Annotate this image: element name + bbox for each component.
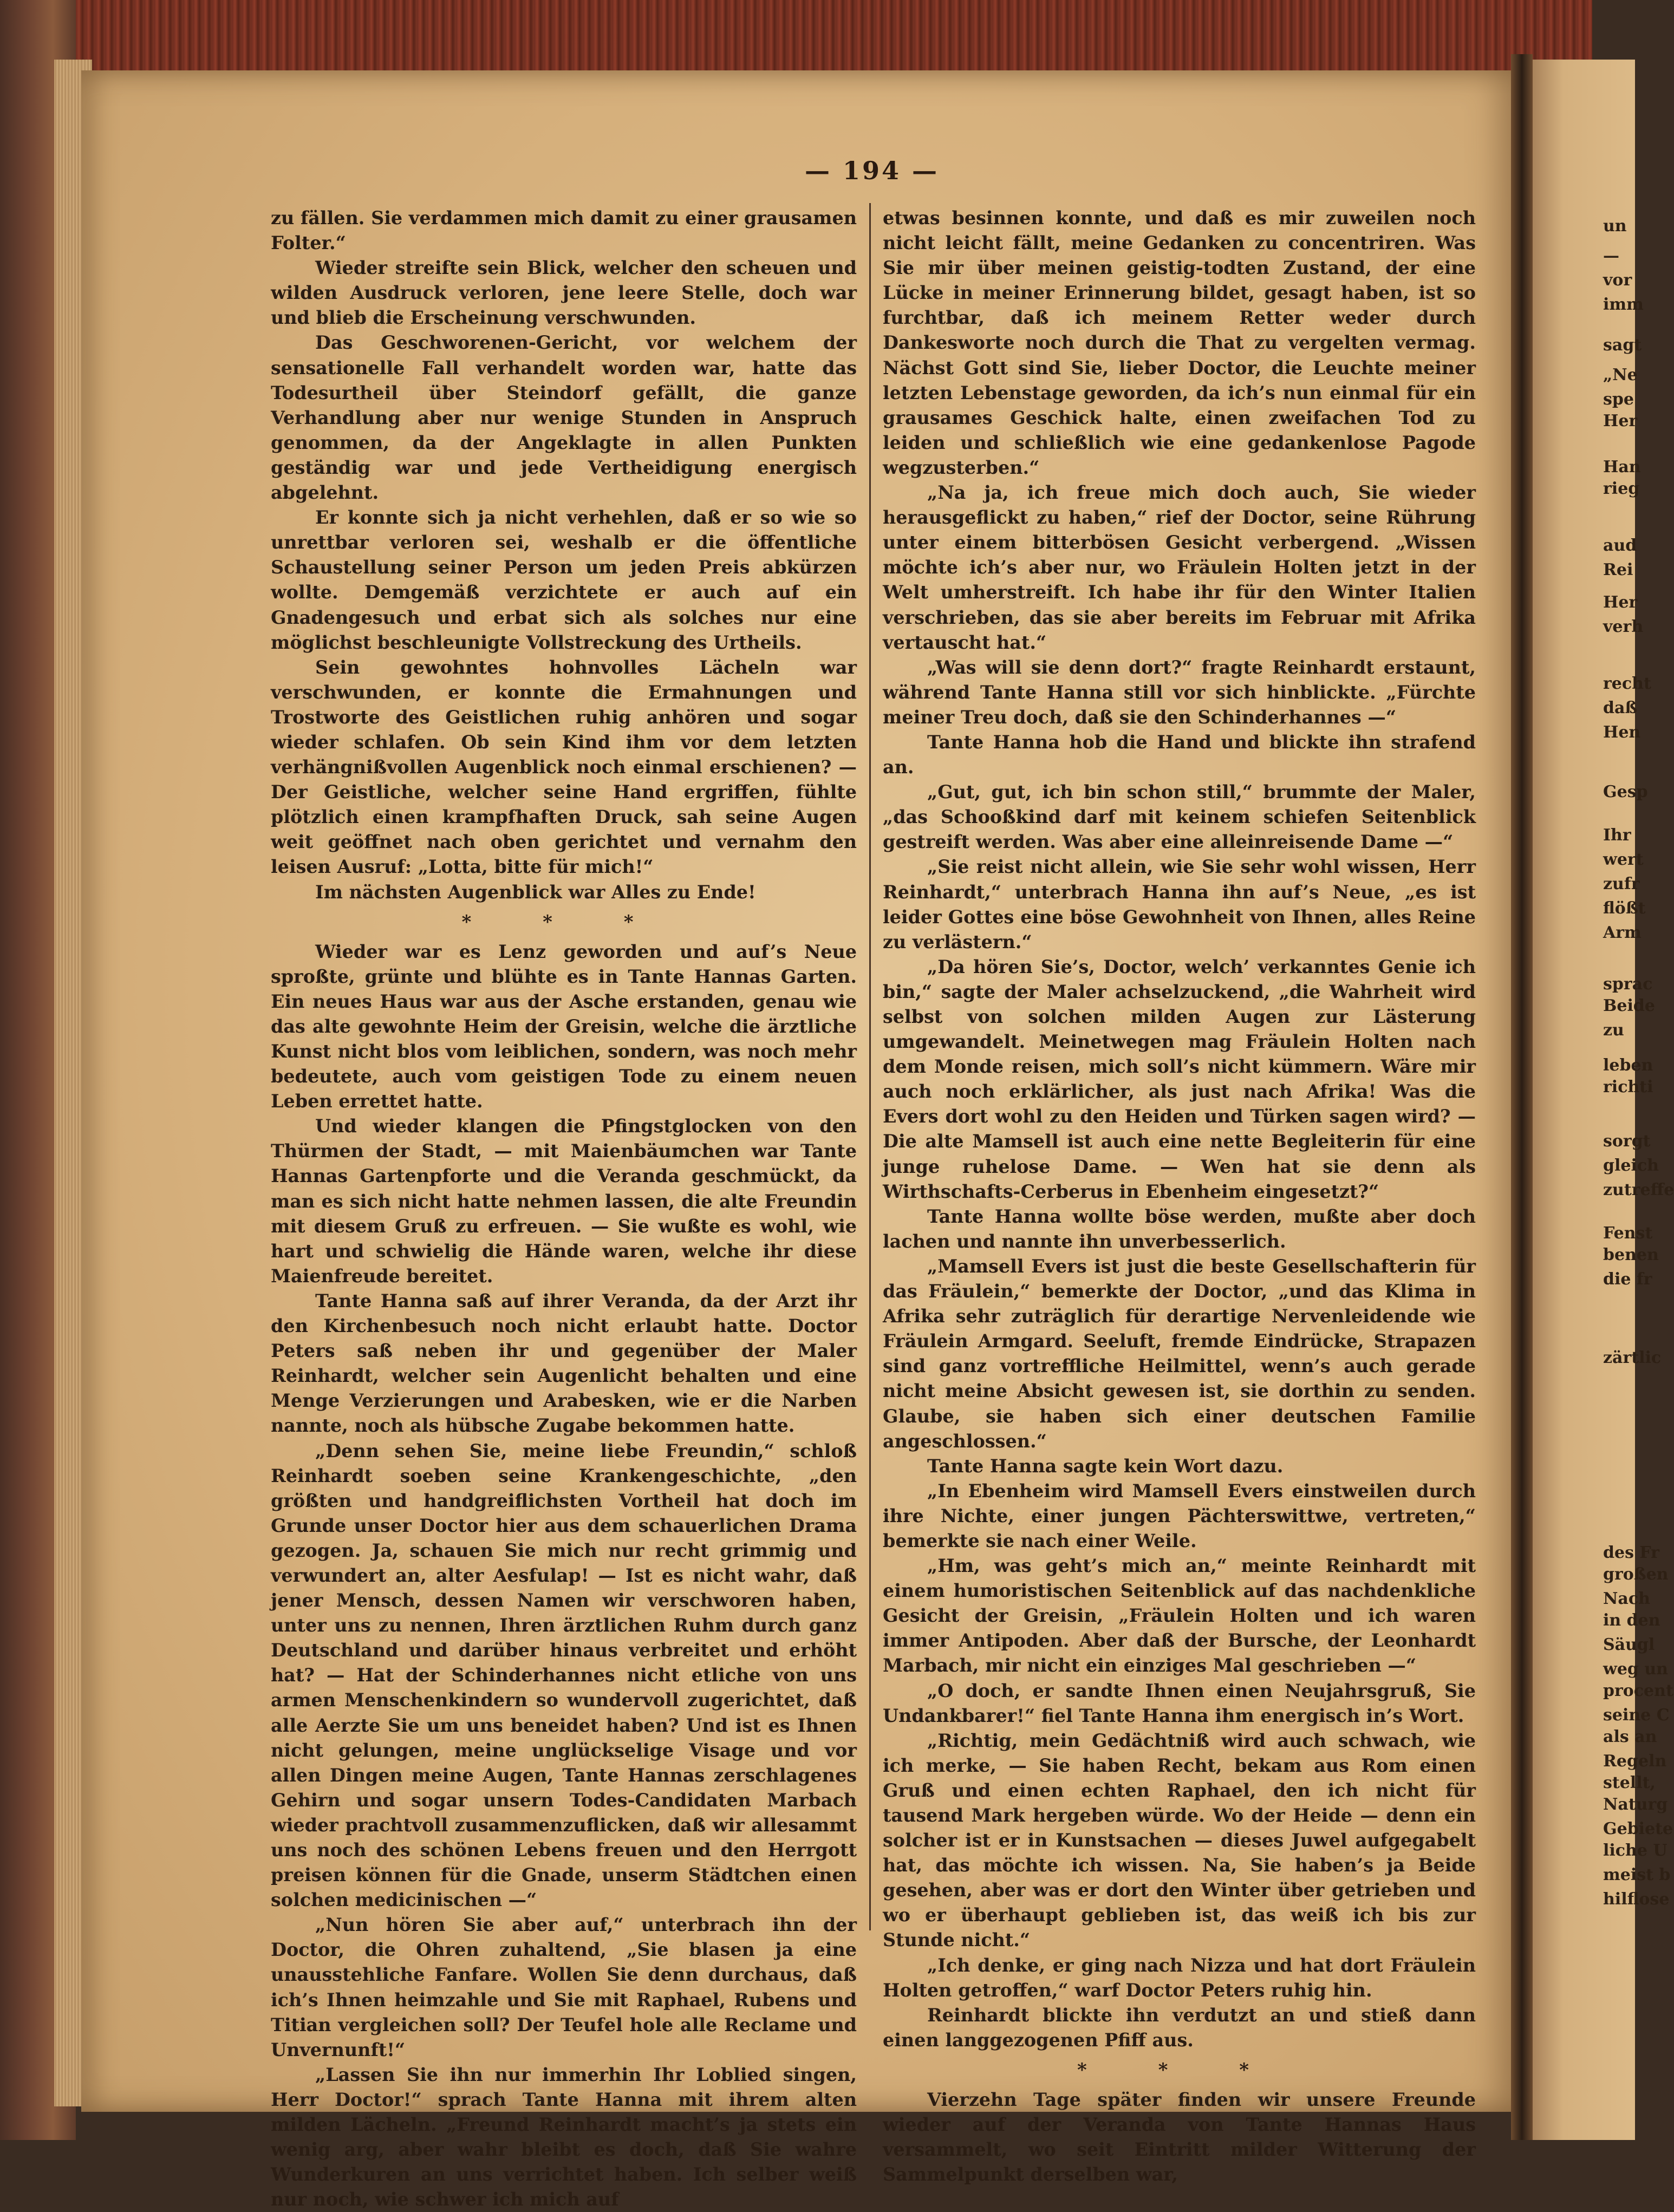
paragraph: Tante Hanna hob die Hand und blickte ihn strafend an. — [883, 731, 1476, 778]
book-cover-edge — [76, 0, 1592, 76]
facing-page-fragment: Rei — [1603, 560, 1633, 579]
facing-page-fragment: zutreffe — [1603, 1180, 1674, 1199]
facing-page-fragment: hilflose — [1603, 1890, 1670, 1909]
paragraph: „Lassen Sie ihn nur immerhin Ihr Loblied singen, Herr Doctor!“ sprach Tante Hanna mit ihrem alten milden Lächeln. „Freund Reinhardt macht’s ja stets ein wenig arg, aber wahr bleibt es doch, daß Sie wahre Wunderkuren an uns verrichtet haben. Ich selber weiß nur noch, wie schwer ich mich auf — [271, 2064, 857, 2210]
facing-page-fragment: richti — [1603, 1078, 1653, 1097]
facing-page-fragment: — — [1603, 246, 1619, 265]
book-gutter — [1511, 54, 1533, 2140]
left-column — [271, 206, 857, 2212]
facing-page-fragment: Gesp — [1603, 782, 1648, 801]
facing-page-fragment: Ihr — [1603, 826, 1631, 845]
paragraph: Wieder streifte sein Blick, welcher den scheuen und wilden Ausdruck verloren, jene leere Stelle, doch war und blieb die Erscheinung verschwunden. — [271, 257, 857, 329]
paragraph: „Nun hören Sie aber auf,“ unterbrach ihn der Doctor, die Ohren zuhaltend, „Sie blasen ja eine unausstehliche Fanfare. Wollen Sie denn durchaus, daß ich’s Ihnen heimzahle und Sie mit Raphael, Rubens und Titian vergleichen soll? Der Teufel hole alle Reclame und Unvernunft!“ — [271, 1914, 857, 2060]
facing-page-fragment: Nach — [1603, 1589, 1650, 1608]
facing-page-fragment: spe — [1603, 390, 1634, 409]
facing-page-fragment: imm — [1603, 295, 1644, 314]
right-column — [883, 206, 1476, 2187]
facing-page-fragment: un — [1603, 217, 1627, 236]
facing-page-fragment: gleich — [1603, 1156, 1659, 1175]
facing-page-fragment: Säugl — [1603, 1635, 1655, 1654]
facing-page-fragment: vor — [1603, 271, 1632, 290]
paragraph: „Hm, was geht’s mich an,“ meinte Reinhardt mit einem humoristischen Seitenblick auf das nachdenkliche Gesicht der Greisin, „Fräulein Holten und ich waren immer Antipoden. Aber daß der Bursche, der Leonhardt Marbach, mir nicht ein einziges Mal geschrieben —“ — [883, 1555, 1476, 1676]
facing-page-fragment: des Fr — [1603, 1543, 1659, 1562]
facing-page-fragment: rieg — [1603, 479, 1640, 498]
paragraph: „Gut, gut, ich bin schon still,“ brummte der Maler, „das Schooßkind darf mit keinem schiefen Seitenblick gestreift werden. Was aber eine alleinreisende Dame —“ — [883, 781, 1476, 853]
facing-page-fragment: „Ne — [1603, 366, 1638, 384]
paragraph: zu fällen. Sie verdammen mich damit zu einer grausamen Folter.“ — [271, 207, 857, 254]
facing-page-fragment: zu — [1603, 1021, 1624, 1040]
paragraph: Tante Hanna sagte kein Wort dazu. — [927, 1455, 1284, 1477]
facing-page-fragment: flößt — [1603, 899, 1646, 918]
paragraph: „Was will sie denn dort?“ fragte Reinhardt erstaunt, während Tante Hanna still vor sich hinblickte. „Fürchte meiner Treu doch, daß sie den Schinderhannes —“ — [883, 656, 1476, 728]
facing-page-fragment: weg un — [1603, 1660, 1668, 1679]
paragraph: „Ich denke, er ging nach Nizza und hat dort Fräulein Holten getroffen,“ warf Doctor Peters ruhig hin. — [883, 1954, 1476, 2001]
paragraph: Sein gewohntes hohnvolles Lächeln war verschwunden, er konnte die Ermahnungen und Trostworte des Geistlichen ruhig anhören und sogar wieder schlafen. Ob sein Kind ihm vor dem letzten verhängnißvollen Augenblick noch einmal erschienen? — Der Geistliche, welcher seine Hand ergriffen, fühlte plötzlich einen krampfhaften Druck, sah seine Augen weit geöffnet nach oben gerichtet und vernahm den leisen Ausruf: „Lotta, bitte für mich!“ — [271, 656, 857, 878]
facing-page-fragment: seine C — [1603, 1706, 1670, 1725]
facing-page-fragment: Arm — [1603, 923, 1642, 942]
paragraph: etwas besinnen konnte, und daß es mir zuweilen noch nicht leicht fällt, meine Gedanken zu concentriren. Was Sie mir über meinen geistig-todten Zustand, der eine Lücke in meiner Erinnerung bildet, gesagt haben, ist so furchtbar, daß ich meinem Retter weder durch Dankesworte noch durch die That zu vergelten vermag. Nächst Gott sind Sie, lieber Doctor, die Leuchte meiner letzten Lebenstage geworden, da ich’s nun einmal für ein grausames Geschick halte, einen zweifachen Tod zu leiden und schließlich wie eine gedankenlose Pagode wegzusterben.“ — [883, 207, 1476, 478]
paragraph: Im nächsten Augenblick war Alles zu Ende! — [315, 881, 756, 903]
column-rule — [869, 203, 871, 1930]
facing-page-fragment: verh — [1603, 617, 1644, 636]
paragraph: Tante Hanna saß auf ihrer Veranda, da der Arzt ihr den Kirchenbesuch noch nicht erlaubt hatte. Doctor Peters saß neben ihr und gegenüber der Maler Reinhardt, welcher sein Augenlicht behalten und eine Menge Verzierungen und Arabesken, wie er die Narben nannte, noch als hübsche Zugabe bekommen hatte. — [271, 1290, 857, 1437]
facing-page-fragment: daß — [1603, 699, 1638, 717]
paragraph: Er konnte sich ja nicht verhehlen, daß er so wie so unrettbar verloren sei, weshalb er die öffentliche Schaustellung seiner Person um jeden Preis abkürzen wollte. Demgemäß verzichtete er auch auf ein Gnadengesuch und erbat sich als solches nur eine möglichst beschleunigte Vollstreckung des Urtheils. — [271, 507, 857, 653]
facing-page-fragment: großen — [1603, 1565, 1669, 1584]
facing-page-fragment: die fr — [1603, 1270, 1652, 1289]
facing-page-fragment: liche U — [1603, 1841, 1668, 1860]
facing-page-fragment: Fenst — [1603, 1224, 1653, 1243]
paragraph: „In Ebenheim wird Mamsell Evers einstweilen durch ihre Nichte, einer jungen Pächterswittwe, vertreten,“ bemerkte sie nach einer Weile. — [883, 1480, 1476, 1551]
facing-page-fragment: wert — [1603, 850, 1644, 869]
facing-page-fragment: meist b — [1603, 1865, 1671, 1884]
facing-page-fragment: Hen — [1603, 723, 1641, 742]
facing-page-fragment: aud — [1603, 536, 1637, 555]
facing-page-fragment: zufr — [1603, 875, 1640, 893]
facing-page-fragment: Gebiete — [1603, 1819, 1673, 1838]
facing-page-fragment: stellt, — [1603, 1773, 1656, 1792]
paragraph: Reinhardt blickte ihn verdutzt an und stieß dann einen langgezogenen Pfiff aus. — [883, 2004, 1476, 2051]
section-separator: * * * — [461, 911, 666, 933]
paragraph: „Na ja, ich freue mich doch auch, Sie wieder herausgeflickt zu haben,“ rief der Doctor, seine Rührung unter einem bitterbösen Gesicht verbergend. „Wissen möchte ich’s aber nur, wo Fräulein Holten jetzt in der Welt umherstreift. Ich habe ihr für den Winter Italien verschrieben, das sie aber bereits im Februar mit Afrika vertauscht hat.“ — [883, 482, 1476, 653]
paragraph: „O doch, er sandte Ihnen einen Neujahrsgruß, Sie Undankbarer!“ fiel Tante Hanna ihm energisch in’s Wort. — [883, 1680, 1476, 1726]
paragraph: „Sie reist nicht allein, wie Sie sehr wohl wissen, Herr Reinhardt,“ unterbrach Hanna ihn auf’s Neue, „es ist leider Gottes eine böse Gewohnheit von Ihnen, alles Reine zu verlästern.“ — [883, 856, 1476, 952]
paragraph: Vierzehn Tage später finden wir unsere Freunde wieder auf der Veranda von Tante Hannas Haus versammelt, wo seit Eintritt milder Witterung der Sammelpunkt derselben war, — [883, 2089, 1476, 2185]
facing-page-fragment: Han — [1603, 458, 1641, 477]
facing-page-fragment: Her — [1603, 593, 1638, 612]
facing-page-fragment: Naturg — [1603, 1795, 1668, 1814]
facing-page-fragment: procent — [1603, 1681, 1673, 1700]
facing-page-fragment: als an — [1603, 1727, 1657, 1746]
facing-page-fragment: recht — [1603, 674, 1651, 693]
facing-page-fragment: in den — [1603, 1611, 1660, 1630]
facing-page-fragment: sprac — [1603, 975, 1653, 994]
paragraph: „Denn sehen Sie, meine liebe Freundin,“ schloß Reinhardt soeben seine Krankengeschichte, „den größten und handgreiflichsten Vortheil hat doch im Grunde unser Doctor hier aus dem schauerlichen Drama gezogen. Ja, schauen Sie mich nur recht grimmig und verwundert an, alter Aesfulap! — Ist es nicht wahr, daß jener Mensch, dessen Namen wir verschworen haben, unter uns zu nennen, Ihren ärztlichen Ruhm durch ganz Deutschland und darüber hinaus verbreitet und erhöht hat? — Hat der Schinderhannes nicht etliche von uns armen Menschenkindern so wundervoll zugerichtet, daß alle Aerzte Sie um uns beneidet haben? Und ist es Ihnen nicht gelungen, meine unglückselige Visage und vor allen Dingen meine Augen, Tante Hannas zerschlagenes Gehirn und sogar unsern Todes-Candidaten Marbach wieder prachtvoll zusammenzuflicken, daß wir allesammt uns noch des schönen Lebens freuen und den Herrgott preisen können für die Gnade, unserm Städtchen einen solchen medicinischen —“ — [271, 1440, 857, 1911]
paragraph: Und wieder klangen die Pfingstglocken von den Thürmen der Stadt, — mit Maienbäumchen war Tante Hannas Gartenpforte und die Veranda geschmückt, da man es sich nicht hatte nehmen lassen, die alte Freundin mit diesem Gruß zu erfreuen. — Sie wußte es wohl, wie hart und schwielig die Hände waren, welche ihr diese Maienfreude bereitet. — [271, 1115, 857, 1287]
facing-page-fragment: Her — [1603, 412, 1638, 430]
paragraph: „Richtig, mein Gedächtniß wird auch schwach, wie ich merke, — Sie haben Recht, bekam aus Rom einen Gruß und einen echten Raphael, den ich nicht für tausend Mark hergeben würde. Wo der Heide — denn ein solcher ist er in Kunstsachen — dieses Juwel aufgegabelt hat, das möchte ich wissen. Na, Sie haben’s ja Beide gesehen, aber was er dort den Winter über getrieben und wo er überhaupt geblieben ist, das weiß ich bis zur Stunde nicht.“ — [883, 1730, 1476, 1951]
paragraph: „Mamsell Evers ist just die beste Gesellschafterin für das Fräulein,“ bemerkte der Doctor, „und das Klima in Afrika sehr zuträglich für derartige Nervenleidende wie Fräulein Armgard. Seeluft, fremde Eindrücke, Strapazen sind ganz vortreffliche Heilmittel, wenn’s auch gerade nicht meine Absicht gewesen ist, sie dorthin zu senden. Glaube, sie haben sich einer deutschen Familie angeschlossen.“ — [883, 1255, 1476, 1452]
paragraph: Das Geschworenen-Gericht, vor welchem der sensationelle Fall verhandelt worden war, hatte das Todesurtheil über Steindorf gefällt, die ganze Verhandlung aber nur wenige Stunden in Anspruch genommen, da der Angeklagte in allen Punkten geständig war und jede Vertheidigung energisch abgelehnt. — [271, 332, 857, 504]
paragraph: „Da hören Sie’s, Doctor, welch’ verkanntes Genie ich bin,“ sagte der Maler achselzuckend, „die Wahrheit wird selbst von solchen milden Augen zur Lästerung umgewandelt. Meinetwegen mag Fräulein Holten nach dem Monde reisen, mich soll’s nicht kümmern. Wäre mir auch noch erklärlicher, als just nach Afrika! Was die Evers dort wohl zu den Heiden und Türken sagen wird? — Die alte Mamsell ist auch eine nette Begleiterin für eine junge ruhelose Dame. — Wen hat sie denn als Wirthschafts-Cerberus in Ebenheim eingesetzt?“ — [883, 956, 1476, 1202]
facing-page-fragment: zärtlic — [1603, 1348, 1662, 1367]
paragraph: Tante Hanna wollte böse werden, mußte aber doch lachen und nannte ihn unverbesserlich. — [883, 1205, 1476, 1252]
facing-page-fragment: Regeln — [1603, 1752, 1667, 1771]
facing-page-fragment: benen — [1603, 1245, 1659, 1264]
facing-page-fragment: sorgt — [1603, 1132, 1651, 1151]
paragraph: Wieder war es Lenz geworden und auf’s Neue sproßte, grünte und blühte es in Tante Hannas Garten. Ein neues Haus war aus der Asche erstanden, genau wie das alte gewohnte Heim der Greisin, welche die ärztliche Kunst nicht blos vom leiblichen, sondern, was noch mehr bedeutete, auch vom geistigen Tode zu einem neuen Leben errettet hatte. — [271, 941, 857, 1112]
facing-page-fragment: Beide — [1603, 996, 1655, 1015]
section-separator: * * * — [1077, 2059, 1281, 2081]
facing-page-fragment: leben — [1603, 1056, 1653, 1075]
facing-page-fragment: sagt — [1603, 336, 1642, 355]
page-number: — 194 — — [804, 156, 940, 185]
